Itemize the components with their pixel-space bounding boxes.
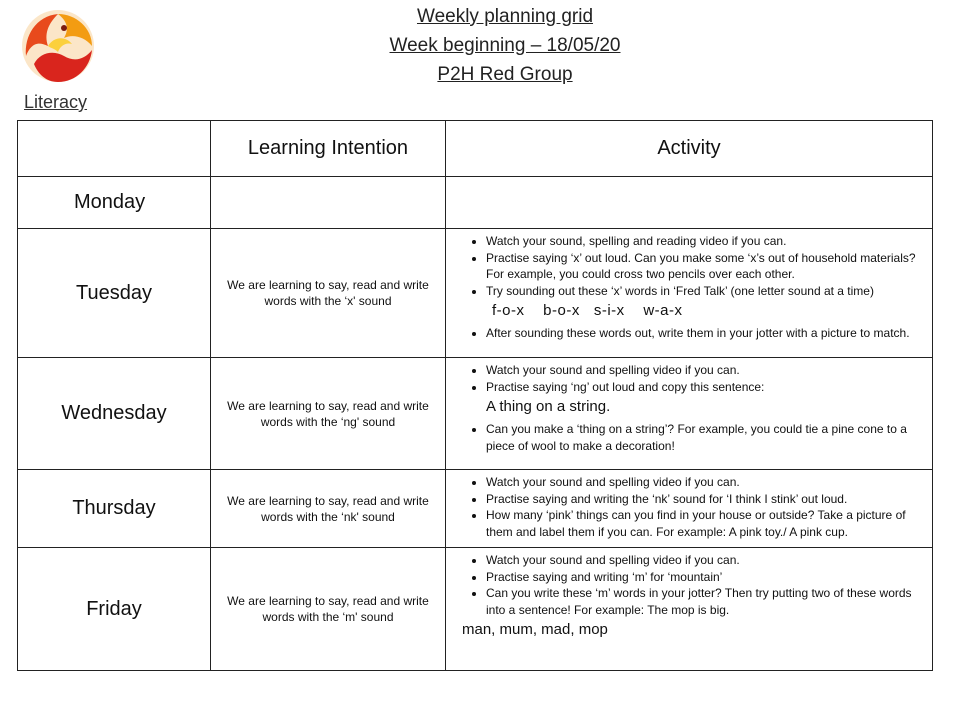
friday-learning-intention: We are learning to say, read and write words with the ‘m' sound bbox=[211, 548, 446, 671]
phoenix-logo-icon bbox=[14, 6, 102, 86]
day-thursday: Thursday bbox=[18, 470, 211, 548]
monday-activity bbox=[446, 177, 933, 229]
list-item: • Watch your sound and spelling video if you can. bbox=[486, 362, 926, 379]
corner-cell bbox=[18, 121, 211, 177]
day-monday: Monday bbox=[18, 177, 211, 229]
thursday-learning-intention: We are learning to say, read and write words with the ‘nk' sound bbox=[211, 470, 446, 548]
thursday-activity bbox=[446, 470, 933, 548]
tuesday-activity bbox=[446, 229, 933, 358]
list-item: • Watch your sound and spelling video if you can. bbox=[486, 474, 926, 491]
list-item: • Practise saying ‘x’ out loud. Can you make some ‘x’s out of household materials? For example, you could cross two pencils over each other. bbox=[486, 250, 926, 283]
wednesday-row bbox=[18, 358, 933, 470]
wednesday-learning-intention: We are learning to say, read and write words with the ‘ng' sound bbox=[211, 358, 446, 470]
example-words: man, mum, mad, mop bbox=[462, 621, 608, 638]
planning-title: Weekly planning grid bbox=[416, 6, 594, 27]
day-wednesday: Wednesday bbox=[18, 358, 211, 470]
friday-activity bbox=[446, 548, 933, 671]
thursday-row bbox=[18, 470, 933, 548]
wednesday-activity bbox=[446, 358, 933, 470]
list-item: • Practise saying and writing the ‘nk’ sound for ‘I think I stink’ out loud. bbox=[486, 491, 926, 508]
subject-label: Literacy bbox=[24, 92, 88, 112]
day-friday: Friday bbox=[18, 548, 211, 671]
activity-header: Activity bbox=[446, 121, 933, 177]
monday-learning-intention bbox=[211, 177, 446, 229]
planning-grid bbox=[17, 120, 933, 671]
list-item: • Watch your sound and spelling video if you can. bbox=[486, 552, 926, 569]
list-item: • Can you make a ‘thing on a string’? For example, you could tie a pine cone to a piece of wool to make a decoration! bbox=[486, 421, 926, 454]
group-name: P2H Red Group bbox=[437, 64, 573, 85]
example-words: f-o-x b-o-x s-i-x w-a-x bbox=[492, 302, 683, 319]
week-beginning: Week beginning – 18/05/20 bbox=[389, 35, 621, 56]
list-item: • Try sounding out these ‘x’ words in ‘Fred Talk’ (one letter sound at a time) bbox=[486, 283, 926, 300]
tuesday-learning-intention: We are learning to say, read and write words with the ‘x' sound bbox=[211, 229, 446, 358]
example-sentence: A thing on a string. bbox=[486, 398, 611, 415]
list-item: • Practise saying ‘ng’ out loud and copy this sentence: bbox=[486, 379, 926, 396]
learning-intention-header: Learning Intention bbox=[211, 121, 446, 177]
day-tuesday: Tuesday bbox=[18, 229, 211, 358]
list-item: • Can you write these ‘m’ words in your jotter? Then try putting two of these words into a sentence! For example: The mop is big. bbox=[486, 585, 926, 618]
list-item: • Watch your sound, spelling and reading video if you can. bbox=[486, 233, 926, 250]
friday-row bbox=[18, 548, 933, 671]
list-item: • After sounding these words out, write them in your jotter with a picture to match. bbox=[486, 325, 926, 342]
header-row bbox=[18, 121, 933, 177]
tuesday-row bbox=[18, 229, 933, 358]
list-item: • How many ‘pink’ things can you find in your house or outside? Take a picture of them and label them if you can. For example: A pink toy./ A pink cup. bbox=[486, 507, 926, 540]
list-item: • Practise saying and writing ‘m’ for ‘mountain’ bbox=[486, 569, 926, 586]
monday-row bbox=[18, 177, 933, 229]
